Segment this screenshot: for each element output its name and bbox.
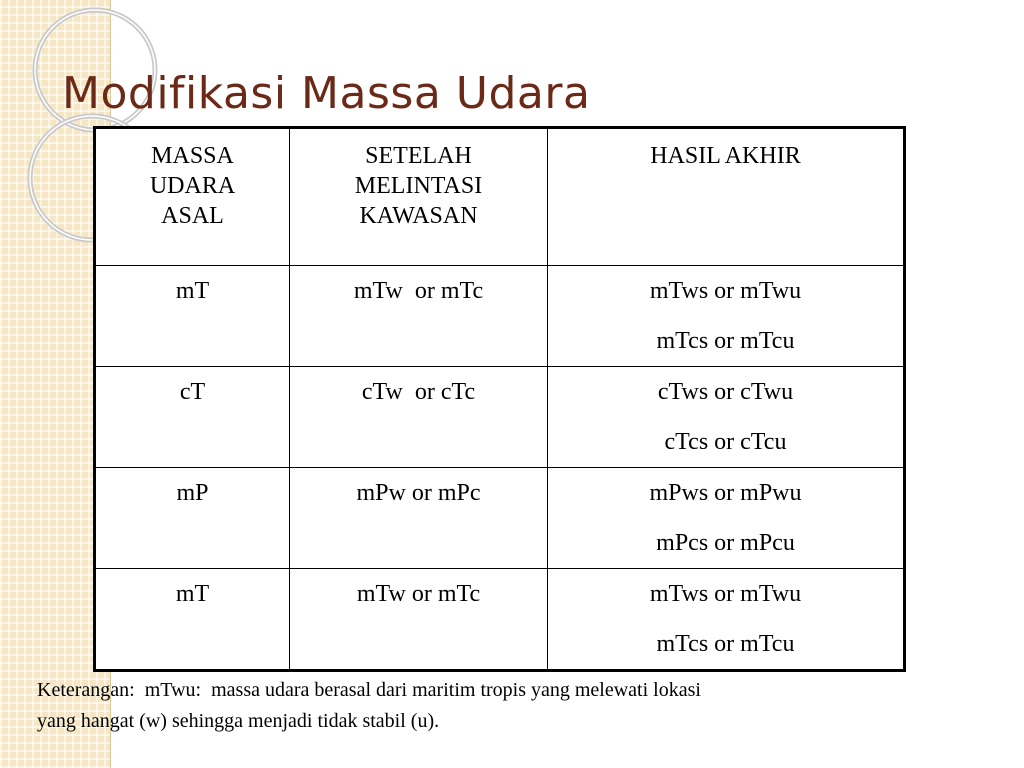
header-line: MELINTASI (354, 173, 483, 199)
cell-hasil (548, 468, 905, 569)
cell-asal: cT (95, 367, 290, 468)
hasil-line: mTws or mTwu (649, 581, 802, 607)
hasil-line: mPcs or mPcu (656, 530, 795, 556)
table-header-row (95, 128, 905, 266)
hasil-line: mTws or mTwu (649, 278, 802, 304)
header-massa-udara-asal (95, 128, 290, 266)
hasil-line: mPws or mPwu (649, 480, 802, 506)
footnote (37, 675, 997, 737)
header-line: HASIL AKHIR (650, 143, 801, 169)
cell-setelah: mPw or mPc (290, 468, 548, 569)
cell-asal: mT (95, 266, 290, 367)
hasil-line: cTws or cTwu (657, 379, 794, 405)
footnote-line: Keterangan: mTwu: massa udara berasal dari maritim tropis yang melewati lokasi (37, 679, 701, 701)
table-row (95, 468, 905, 569)
cell-asal: mT (95, 569, 290, 671)
hasil-line: mTcs or mTcu (656, 328, 795, 354)
cell-setelah: cTw or cTc (290, 367, 548, 468)
cell-hasil (548, 367, 905, 468)
header-setelah-melintasi (290, 128, 548, 266)
table-row (95, 266, 905, 367)
header-line: SETELAH (365, 143, 472, 169)
header-hasil-akhir (548, 128, 905, 266)
header-line: KAWASAN (359, 203, 478, 229)
header-line: MASSA (151, 143, 234, 169)
cell-setelah: mTw or mTc (290, 266, 548, 367)
air-mass-table (93, 126, 906, 672)
footnote-line: yang hangat (w) sehingga menjadi tidak stabil (u). (37, 710, 440, 732)
slide-title: Modifikasi Massa Udara (62, 68, 591, 119)
header-line: UDARA (149, 173, 236, 199)
cell-hasil (548, 266, 905, 367)
cell-hasil (548, 569, 905, 671)
cell-asal: mP (95, 468, 290, 569)
header-line: ASAL (161, 203, 224, 229)
hasil-line: cTcs or cTcu (664, 429, 787, 455)
table-row (95, 367, 905, 468)
table-row (95, 569, 905, 671)
hasil-line: mTcs or mTcu (656, 631, 795, 657)
cell-setelah: mTw or mTc (290, 569, 548, 671)
